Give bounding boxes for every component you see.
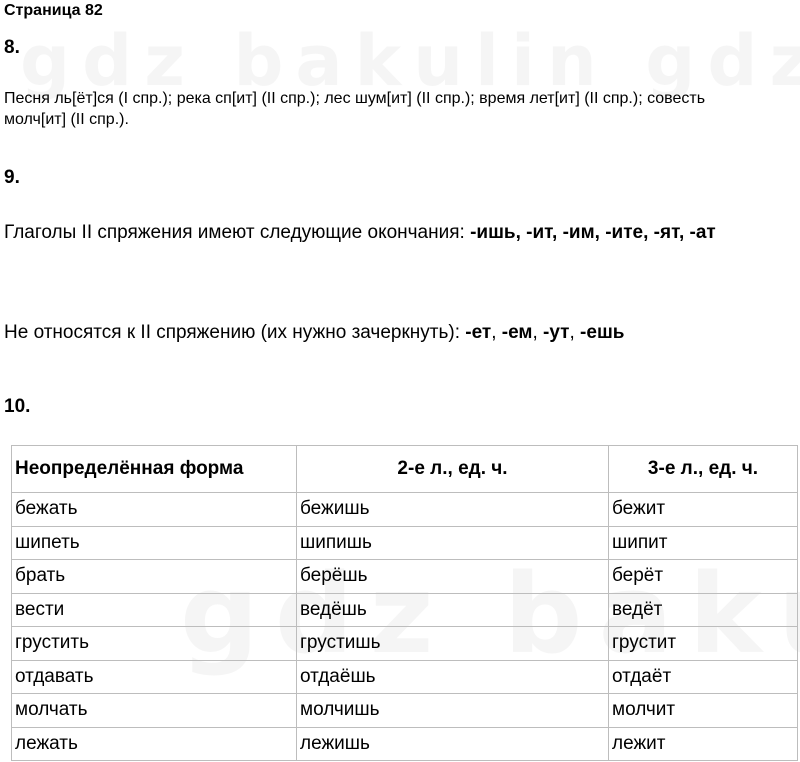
task-9-line2-text: Не относятся к II спряжению (их нужно зачеркнуть): — [4, 322, 466, 343]
task-9-separator: , — [491, 322, 502, 343]
task-9-ending: -ет — [465, 322, 492, 343]
table-row — [12, 526, 798, 560]
cell-3rd-person: лежит — [609, 727, 798, 761]
cell-3rd-person: бежит — [609, 493, 798, 527]
table-row — [12, 727, 798, 761]
task-9-ending: -ут — [543, 322, 570, 343]
cell-3rd-person: шипит — [609, 526, 798, 560]
table-row — [12, 694, 798, 728]
task-9-ending: -ем — [501, 322, 533, 343]
cell-infinitive: бежать — [12, 493, 297, 527]
page-title: Страница 82 — [4, 2, 103, 19]
table-row — [12, 560, 798, 594]
cell-infinitive: вести — [12, 593, 297, 627]
task-9-separator: , — [532, 322, 544, 343]
cell-3rd-person: ведёт — [609, 593, 798, 627]
cell-3rd-person: отдаёт — [609, 660, 798, 694]
task-9-second-conjugation — [4, 219, 779, 246]
verb-forms-table — [11, 445, 798, 761]
table-row — [12, 660, 798, 694]
cell-infinitive: брать — [12, 560, 297, 594]
header-3rd-person: 3-е л., ед. ч. — [609, 446, 798, 493]
header-2nd-person: 2-е л., ед. ч. — [297, 446, 609, 493]
task-9-number: 9. — [4, 167, 20, 188]
cell-infinitive: шипеть — [12, 526, 297, 560]
task-8-number: 8. — [4, 37, 20, 58]
task-9-ending: -ешь — [580, 322, 625, 343]
task-9-separator: , — [569, 322, 581, 343]
cell-infinitive: молчать — [12, 694, 297, 728]
task-8-text: Песня ль[ёт]ся (I спр.); река сп[ит] (II спр.); лес шум[ит] (II спр.); время лет[ит] (II спр.); совесть молч[ит] (II спр.). — [4, 90, 706, 128]
cell-3rd-person: грустит — [609, 627, 798, 661]
table-row — [12, 593, 798, 627]
table-row — [12, 627, 798, 661]
header-infinitive: Неопределённая форма — [12, 446, 297, 493]
table-header-row — [12, 446, 798, 493]
cell-infinitive: лежать — [12, 727, 297, 761]
cell-infinitive: грустить — [12, 627, 297, 661]
cell-2nd-person: шипишь — [297, 526, 609, 560]
table-row — [12, 493, 798, 527]
task-9-line1-endings: -ишь, -ит, -им, -ите, -ят, -ат — [470, 222, 716, 243]
cell-2nd-person: бежишь — [297, 493, 609, 527]
cell-infinitive: отдавать — [12, 660, 297, 694]
cell-2nd-person: молчишь — [297, 694, 609, 728]
cell-2nd-person: ведёшь — [297, 593, 609, 627]
cell-3rd-person: берёт — [609, 560, 798, 594]
cell-2nd-person: лежишь — [297, 727, 609, 761]
task-10-number: 10. — [4, 396, 31, 417]
task-9-not-second-conjugation — [4, 319, 794, 346]
cell-2nd-person: отдаёшь — [297, 660, 609, 694]
cell-2nd-person: берёшь — [297, 560, 609, 594]
cell-2nd-person: грустишь — [297, 627, 609, 661]
cell-3rd-person: молчит — [609, 694, 798, 728]
task-9-line1-text: Глаголы II спряжения имеют следующие окончания: — [4, 222, 471, 243]
